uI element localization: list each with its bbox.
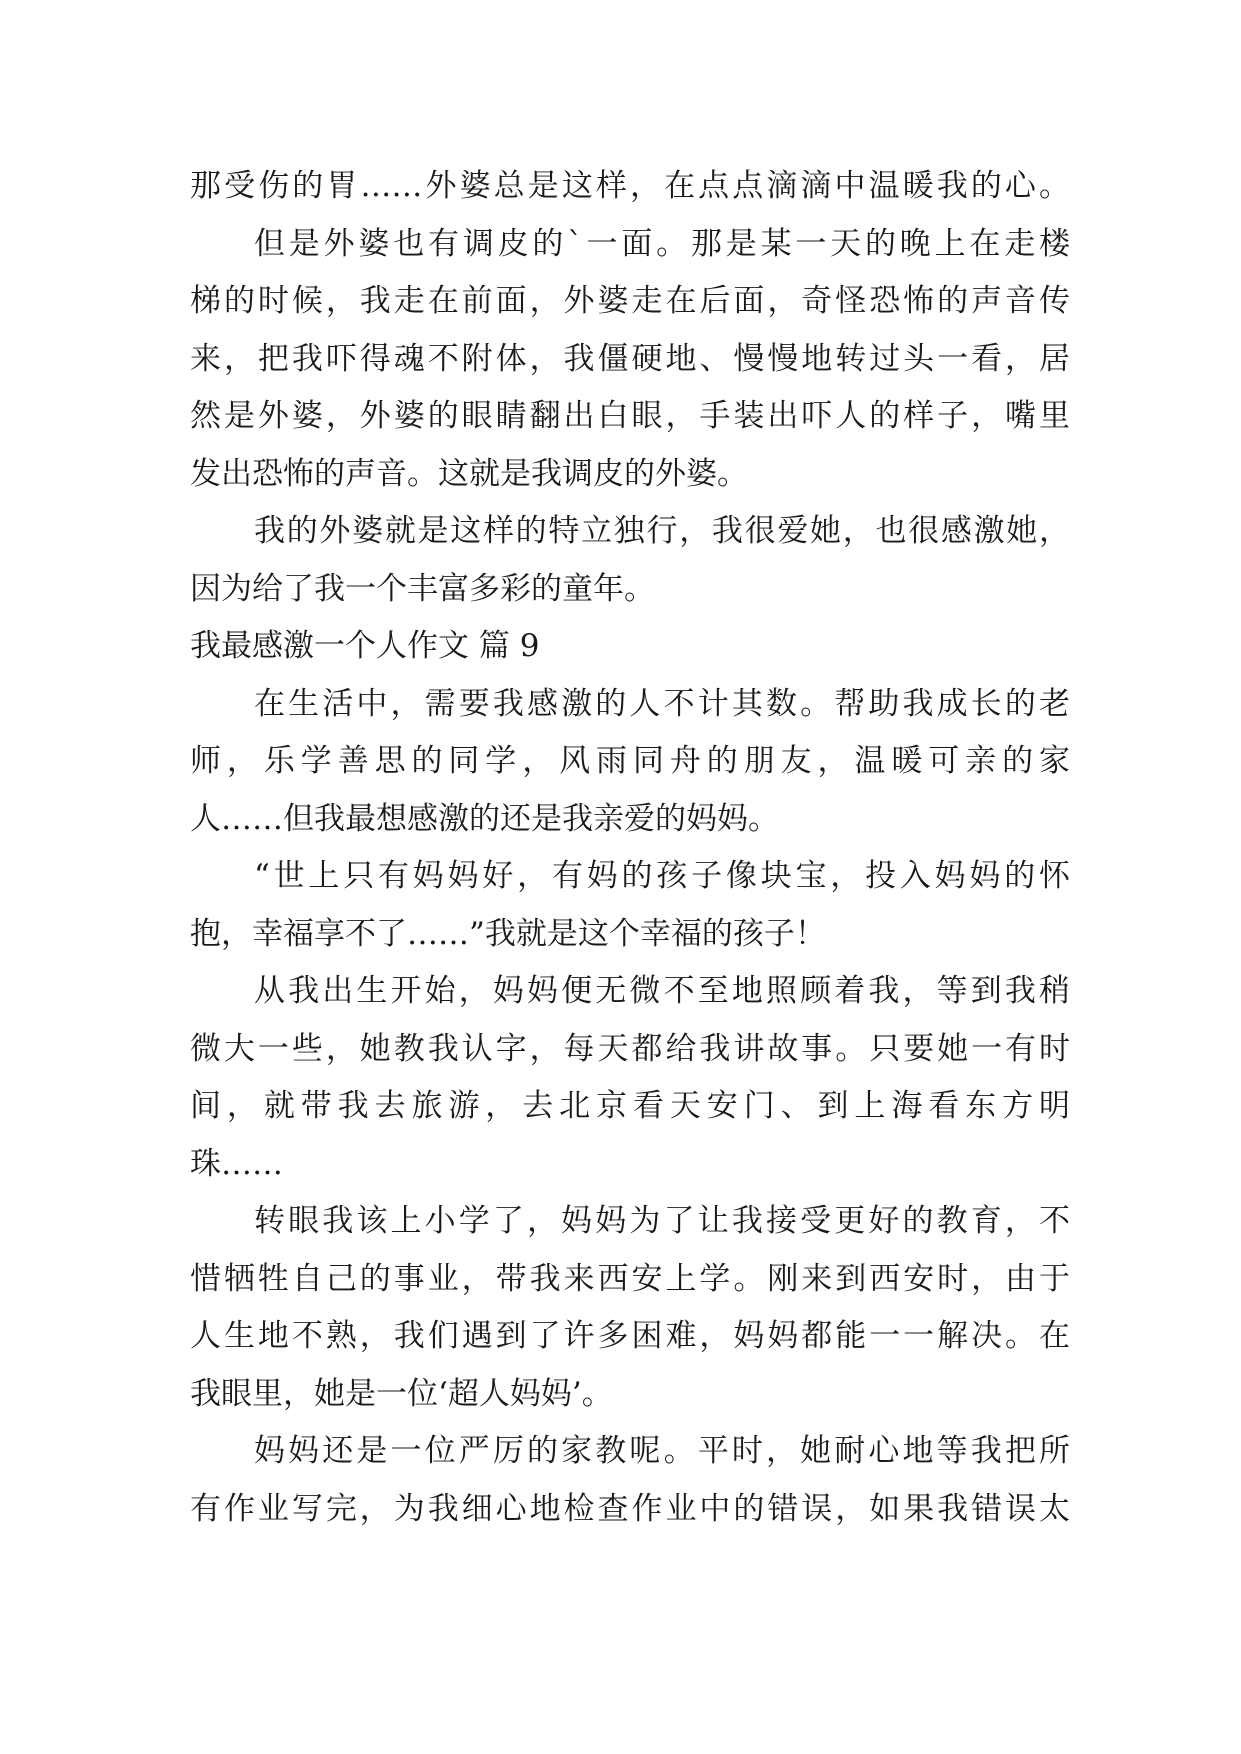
text-line: 然是外婆，外婆的眼睛翻出白眼，手装出吓人的样子，嘴里 bbox=[190, 398, 1070, 434]
section-heading: 我最感激一个人作文 篇 9 bbox=[190, 628, 540, 664]
text-line: 人……但我最想感激的还是我亲爱的妈妈。 bbox=[190, 801, 779, 837]
paragraph-first-line: 但是外婆也有调皮的`一面。那是某一天的晚上在走楼 bbox=[254, 226, 1070, 262]
text-line: 来，把我吓得魂不附体，我僵硬地、慢慢地转过头一看，居 bbox=[190, 341, 1070, 377]
paragraph-first-line: 我的外婆就是这样的特立独行，我很爱她，也很感激她， bbox=[254, 513, 1070, 549]
text-line: 人生地不熟，我们遇到了许多困难，妈妈都能一一解决。在 bbox=[190, 1318, 1070, 1354]
text-line: 我眼里，她是一位‘超人妈妈’。 bbox=[190, 1376, 613, 1412]
paragraph-first-line: 从我出生开始，妈妈便无微不至地照顾着我，等到我稍 bbox=[254, 973, 1070, 1009]
text-line: 有作业写完，为我细心地检查作业中的错误，如果我错误太 bbox=[190, 1491, 1070, 1527]
text-line: 梯的时候，我走在前面，外婆走在后面，奇怪恐怖的声音传 bbox=[190, 283, 1070, 319]
text-line: 珠…… bbox=[190, 1146, 283, 1182]
paragraph-first-line: 在生活中，需要我感激的人不计其数。帮助我成长的老 bbox=[254, 686, 1070, 722]
text-line: 发出恐怖的声音。这就是我调皮的外婆。 bbox=[190, 456, 748, 492]
paragraph-first-line: 转眼我该上小学了，妈妈为了让我接受更好的教育，不 bbox=[254, 1203, 1070, 1239]
text-line: 那受伤的胃……外婆总是这样，在点点滴滴中温暖我的心。 bbox=[190, 168, 1070, 204]
paragraph-first-line: “世上只有妈妈好，有妈的孩子像块宝，投入妈妈的怀 bbox=[254, 858, 1070, 894]
text-line: 因为给了我一个丰富多彩的童年。 bbox=[190, 571, 655, 607]
text-line: 惜牺牲自己的事业，带我来西安上学。刚来到西安时，由于 bbox=[190, 1261, 1070, 1297]
text-line: 间，就带我去旅游，去北京看天安门、到上海看东方明 bbox=[190, 1088, 1070, 1124]
text-line: 师，乐学善思的同学，风雨同舟的朋友，温暖可亲的家 bbox=[190, 743, 1070, 779]
text-line: 抱，幸福享不了……”我就是这个幸福的孩子！ bbox=[190, 916, 826, 952]
paragraph-first-line: 妈妈还是一位严厉的家教呢。平时，她耐心地等我把所 bbox=[254, 1433, 1070, 1469]
text-line: 微大一些，她教我认字，每天都给我讲故事。只要她一有时 bbox=[190, 1031, 1070, 1067]
